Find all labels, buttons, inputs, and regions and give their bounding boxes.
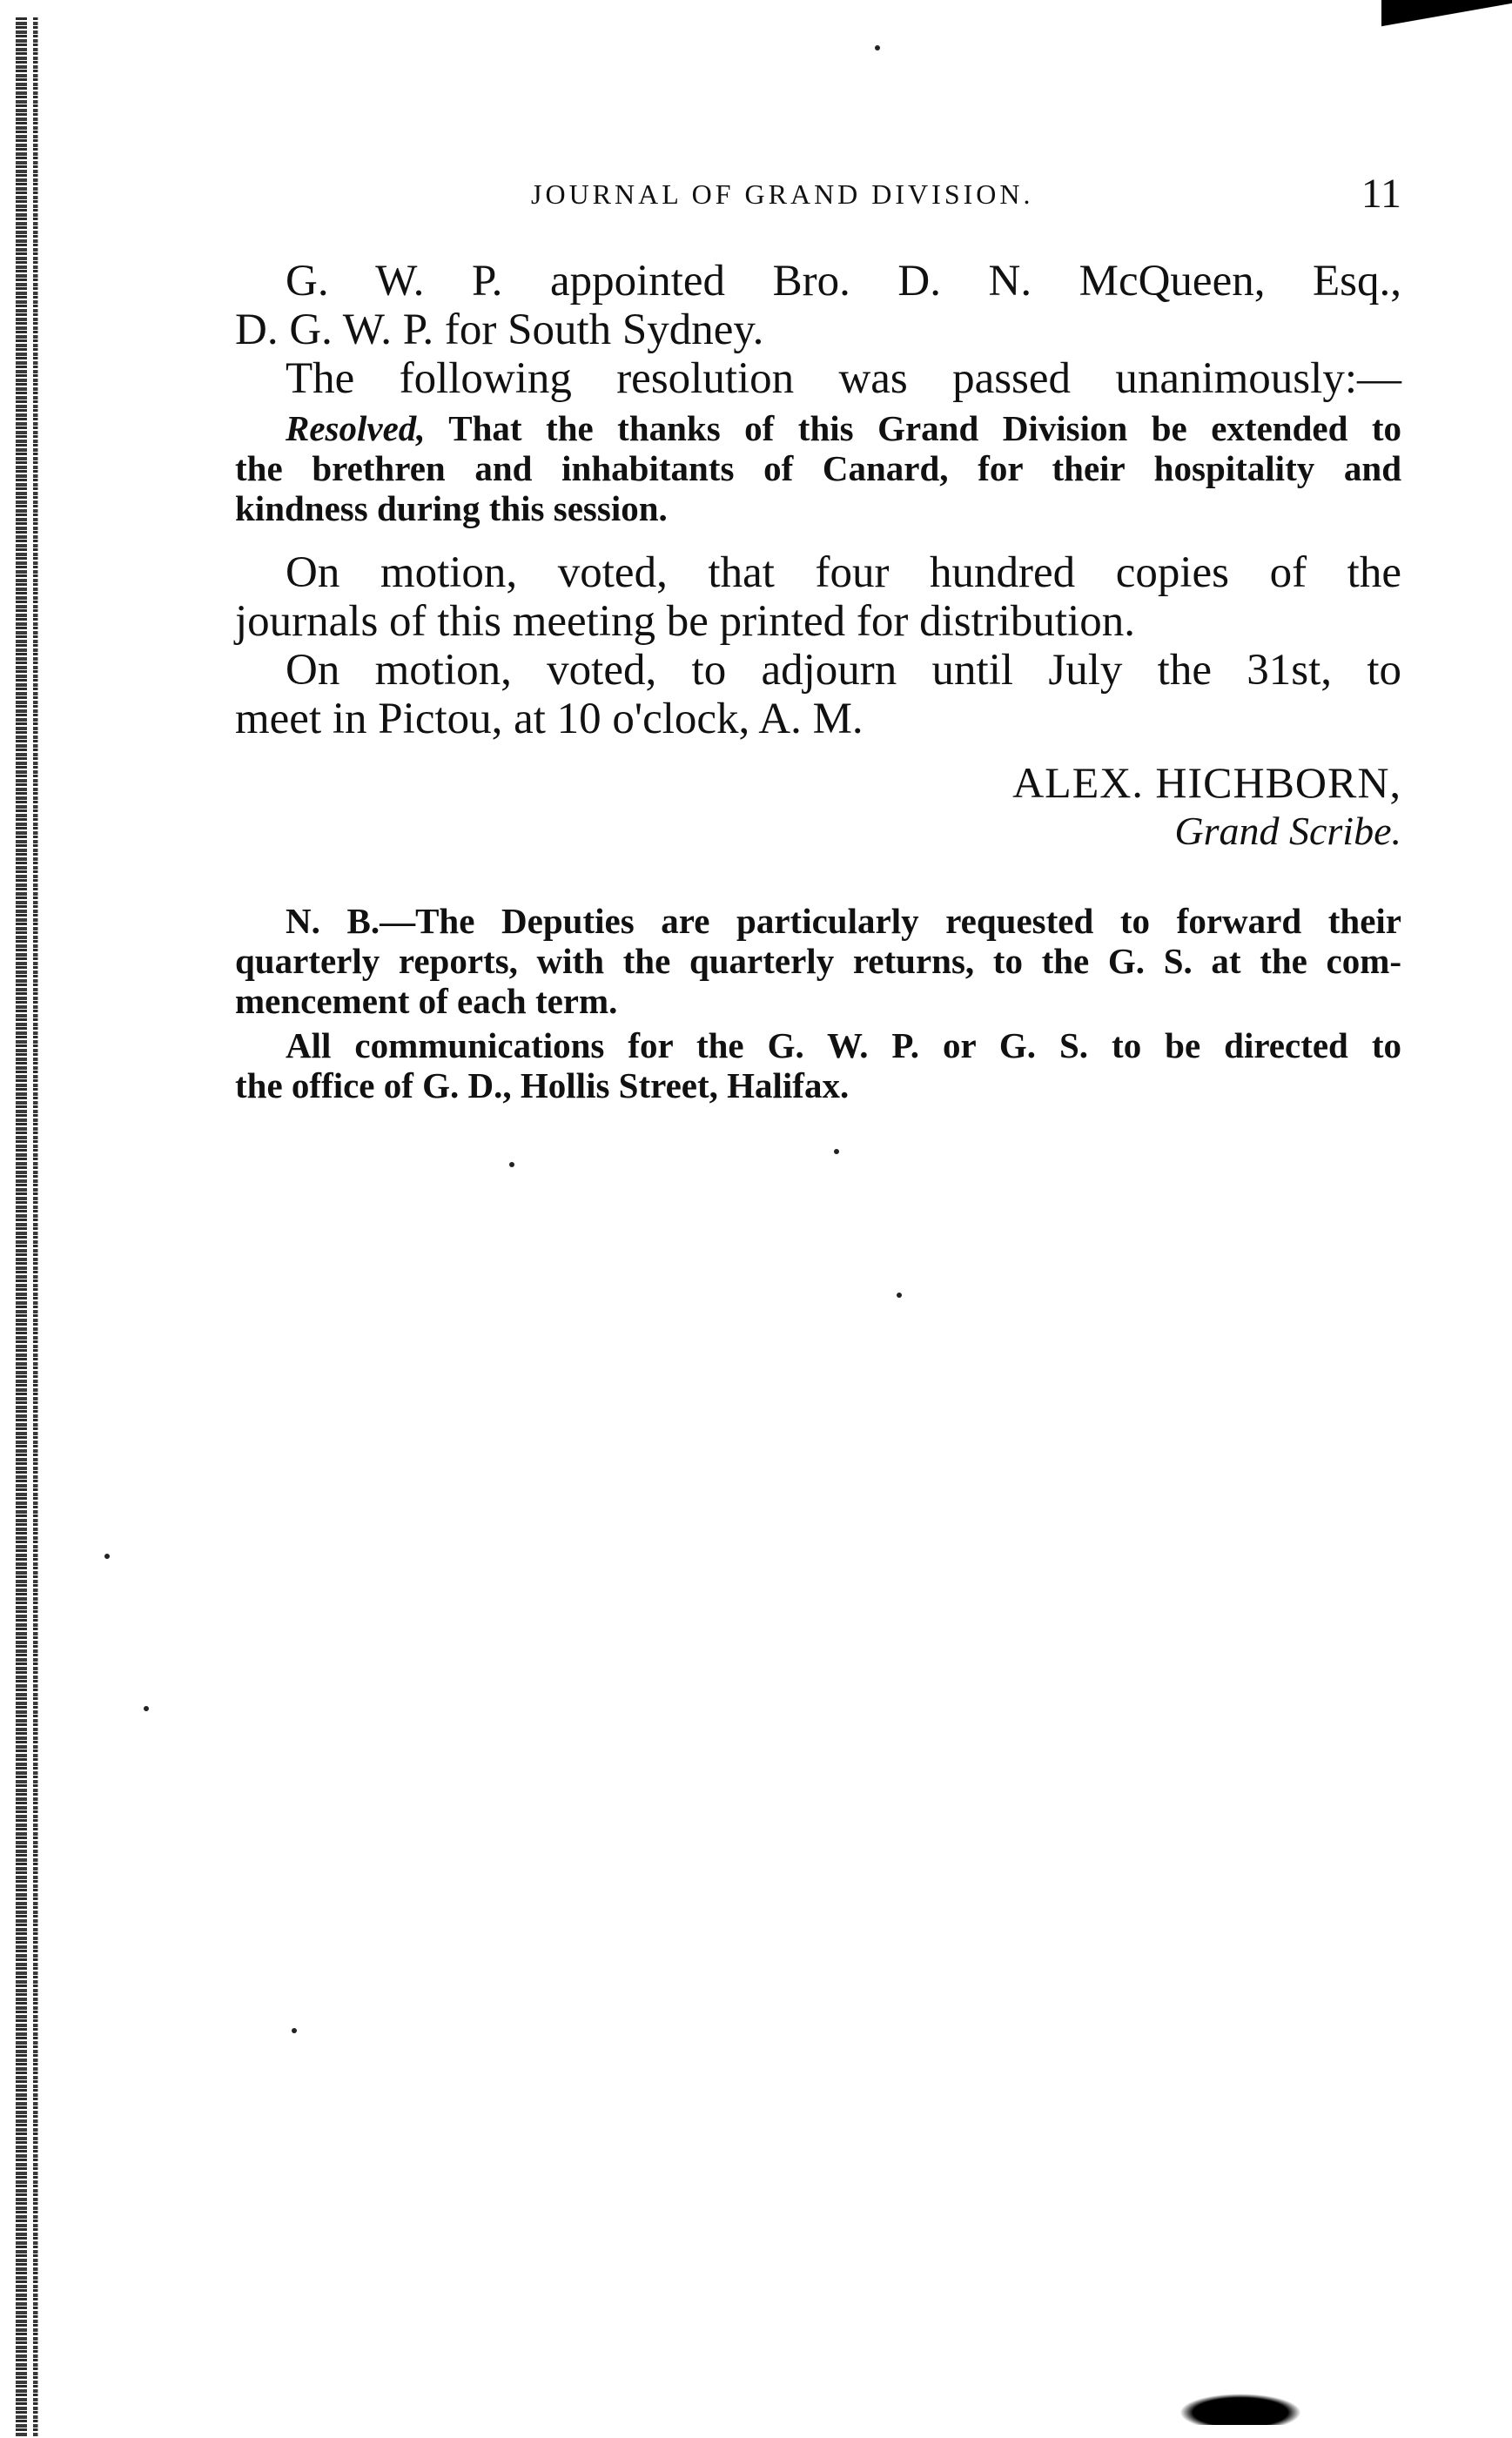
paragraph-copies-line2: journals of this meeting be printed for distribution. bbox=[235, 597, 1135, 646]
signature-block bbox=[1012, 757, 1401, 854]
binding-edge bbox=[16, 17, 54, 2437]
speck bbox=[897, 1293, 902, 1298]
note-communications-line2: the office of G. D., Hollis Street, Halifax. bbox=[235, 1065, 850, 1105]
page-number: 11 bbox=[1361, 171, 1401, 217]
note-communications-line1: All communications for the G. W. P. or G. S. to be directed to bbox=[286, 1025, 1401, 1065]
running-head bbox=[235, 170, 1401, 222]
running-title: JOURNAL OF GRAND DIVISION. bbox=[531, 178, 1034, 210]
scan-mark bbox=[1381, 0, 1512, 35]
paragraph-adjourn-line2: meet in Pictou, at 10 o'clock, A. M. bbox=[235, 695, 864, 743]
note-deputies-line1: N. B.—The Deputies are particularly requested to forward their bbox=[286, 901, 1401, 941]
speck bbox=[292, 2028, 297, 2033]
signature-title: Grand Scribe. bbox=[1174, 809, 1401, 853]
paragraph-appointment-line2: D. G. W. P. for South Sydney. bbox=[235, 306, 764, 354]
speck bbox=[834, 1149, 839, 1154]
note-deputies-line3: mencement of each term. bbox=[235, 981, 618, 1021]
resolution-line3: kindness during this session. bbox=[235, 488, 668, 528]
paragraph-adjourn-line1: On motion, voted, to adjourn until July the 31st, to bbox=[286, 646, 1401, 695]
resolved-lead: Resolved, bbox=[286, 408, 426, 448]
note-deputies-line2: quarterly reports, with the quarterly returns, to the G. S. at the com- bbox=[235, 941, 1401, 981]
speck bbox=[509, 1162, 514, 1167]
paragraph-copies-line1: On motion, voted, that four hundred copies of the bbox=[286, 548, 1401, 597]
speck bbox=[144, 1706, 149, 1711]
resolution-line1 bbox=[235, 408, 1401, 448]
paragraph-resolution-intro: The following resolution was passed unanimously:— bbox=[286, 354, 1401, 403]
signature-name: ALEX. HICHBORN, bbox=[1012, 758, 1401, 807]
speck bbox=[875, 45, 880, 50]
speck bbox=[104, 1554, 110, 1559]
resolution-text: That the thanks of this Grand Division be extended to bbox=[425, 408, 1401, 448]
resolution-line2: the brethren and inhabitants of Canard, for their hospitality and bbox=[235, 448, 1401, 488]
paragraph-appointment-line1: G. W. P. appointed Bro. D. N. McQueen, Esq., bbox=[286, 257, 1401, 306]
ink-blot bbox=[1179, 2394, 1301, 2425]
